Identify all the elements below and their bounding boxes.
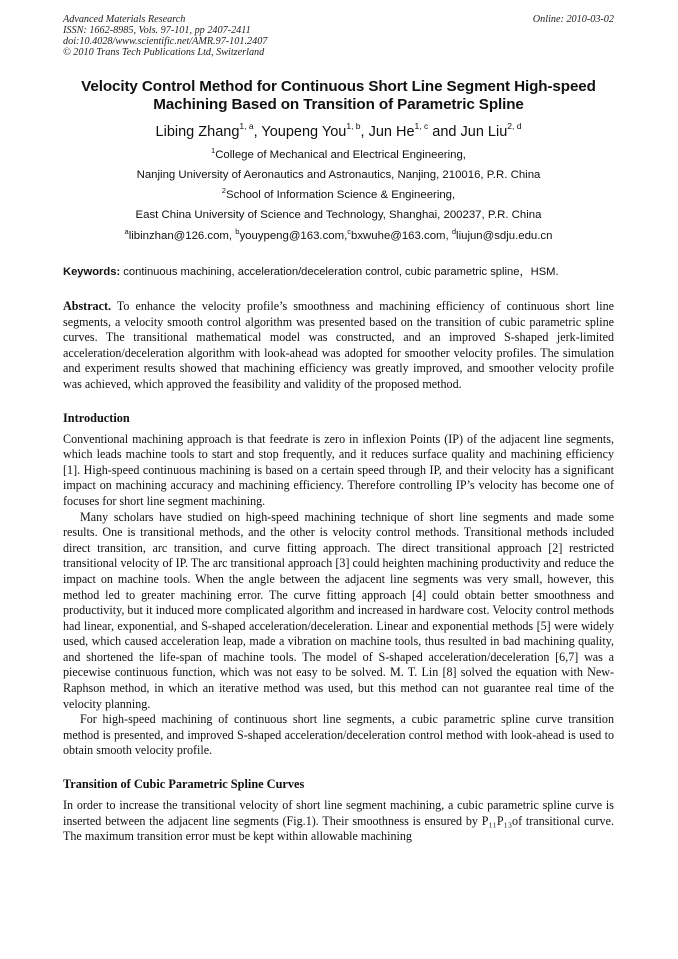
email-link[interactable]: liujun@sdju.edu.cn (456, 230, 553, 242)
email-marker: b (235, 227, 240, 236)
author-affiliation-marker: 1, c (414, 121, 429, 131)
section-transition-body (63, 798, 614, 845)
email-marker: d (451, 227, 457, 236)
affiliation-department: College of Mechanical and Electrical Engineering, (215, 149, 466, 161)
paper-title (63, 78, 614, 114)
online-date: Online: 2010-03-02 (532, 14, 614, 25)
keywords-label: Keywords: (63, 266, 121, 278)
author-separator: , (253, 124, 262, 140)
paper-title-line-1: Velocity Control Method for Continuous Short Line Segment High-speed (81, 78, 596, 95)
journal-name: Advanced Materials Research (63, 14, 186, 25)
author-name: Jun Liu (460, 124, 508, 140)
keywords-text: continuous machining, acceleration/deceleration control, cubic parametric spline，HSM. (120, 266, 559, 278)
paragraph: For high-speed machining of continuous short line segments, a cubic parametric spline curve transition method is presented, and improved S-shaped acceleration/deceleration control method with look-ahead is used to obtain smooth velocity profile. (63, 712, 614, 758)
author-name: Libing Zhang (155, 124, 240, 140)
email-link[interactable]: youypeng@163.com (239, 230, 345, 242)
affiliation-department: School of Information Science & Engineering, (225, 189, 456, 201)
paragraph: In order to increase the transitional velocity of short line segment machining, a cubic parametric spline curve is inserted between the adjacent line segments (Fig.1). Their smoothness is ensured by P₁₁P₁₃of transitional curve. The maximum transition error must be kept within allowable machining (63, 798, 614, 844)
journal-header (63, 14, 614, 58)
journal-copyright: © 2010 Trans Tech Publications Ltd, Switzerland (63, 47, 265, 58)
affiliation-line (63, 185, 614, 205)
author-and: and (428, 124, 461, 140)
email-marker: a (124, 227, 129, 236)
section-heading-transition: Transition of Cubic Parametric Spline Curves (63, 777, 305, 792)
journal-issn: ISSN: 1662-8985, Vols. 97-101, pp 2407-2411 (63, 25, 251, 36)
keywords (63, 265, 614, 279)
author-affiliation-marker: 1, a (239, 121, 254, 131)
email-link[interactable]: bxwuhe@163.com (351, 230, 446, 242)
section-heading-introduction: Introduction (63, 410, 130, 425)
email-link[interactable]: libinzhan@126.com (128, 230, 229, 242)
affiliation-line: East China University of Science and Technology, Shanghai, 200237, P.R. China (135, 209, 542, 221)
affiliation-line (63, 145, 614, 165)
abstract-text: To enhance the velocity profile’s smoothness and machining efficiency of continuous short line segments, a velocity smooth control algorithm was presented based on the transition of cubic parametric spline curves. The transitional mathematical model was constructed, and an improved S-shaped jerk-limited acceleration/deceleration algorithm with look-ahead was adopted for smoother velocity profiles. The simulation and experiment results showed that machining efficiency was greatly improved, and smoother velocity profile was achieved, which approved the feasibility and validity of the proposed method. (63, 299, 614, 391)
paper-title-line-2: Machining Based on Transition of Parametric Spline (153, 96, 524, 113)
email-marker: c (347, 227, 352, 236)
journal-doi[interactable]: doi:10.4028/www.scientific.net/AMR.97-101.2407 (63, 36, 268, 47)
paragraph: Conventional machining approach is that feedrate is zero in inflexion Points (IP) of the adjacent line segments, which leads machine tools to start and stop frequently, and it reduces surface quality and machining efficiency [1]. High-speed continuous machining is based on a certain speed through IP, and their velocity has a significant impact on machining accuracy and machining efficiency. Therefore controlling IP’s velocity has become one of focuses for short line segment machining. (63, 431, 614, 508)
author-affiliation-marker: 2, d (507, 121, 522, 131)
affiliation-marker: 1 (211, 146, 216, 155)
author-emails: $^a$libinzhan@126.com, $^b$youypeng@163.com,$^c$bxwuhe@163.com, $^d$liujun@sdju.edu.cn (124, 227, 553, 242)
paper-page (63, 14, 614, 845)
abstract (63, 299, 614, 393)
author-separator: , (360, 124, 369, 140)
author-list (63, 121, 614, 141)
affiliation-marker: 2 (221, 186, 226, 195)
affiliations (63, 145, 614, 225)
paragraph: Many scholars have studied on high-speed machining technique of short line segments and made some results. One is transitional methods, and the other is velocity control methods. Transitional methods included direct transition, arc transition, and curve fitting approach. The direct transitional approach [2] restricted transitional velocity of IP. The arc transitional approach [3] could heighten machining productivity and reduce the impact on machine tools. When the angle between the adjacent line segments was very small, however, this method led to greater machining error. The curve fitting approach [4] could obtain better smoothness and productivity, but it induced more complicated algorithm and increased in hardware cost. Velocity control methods had linear, exponential, and S-shaped acceleration/deceleration. Linear and exponential methods [5] were widely used, which caused acceleration leap, made a vibration on machine tools, thus resulted in bad machining quality, and shortened the life-span of machine tools. The model of S-shaped acceleration/deceleration [6,7] was a piecewise continuous function, which was not easy to be solved. M. T. Lin [8] solved the equation with New-Raphson method, in which an iterative method was used, but this method can not guarantee real time of the velocity planning. (63, 509, 614, 711)
section-introduction-body (63, 432, 614, 759)
affiliation-line: Nanjing University of Aeronautics and Astronautics, Nanjing, 210016, P.R. China (136, 169, 541, 181)
author-affiliation-marker: 1, b (346, 121, 361, 131)
abstract-label: Abstract. (63, 299, 112, 313)
author-name: Youpeng You (261, 124, 347, 140)
author-name: Jun He (368, 124, 415, 140)
